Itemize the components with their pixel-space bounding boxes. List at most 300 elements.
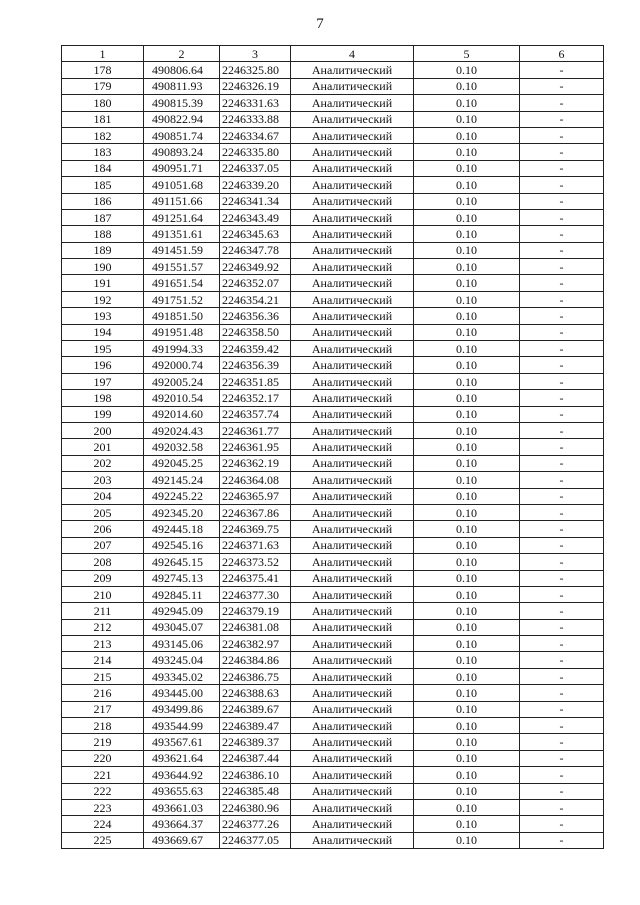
cell-accuracy: 0.10 (414, 341, 520, 357)
cell-note: - (520, 652, 604, 668)
cell-y-coordinate: 2246343.49 (220, 209, 291, 225)
cell-x-coordinate: 493669.67 (144, 832, 220, 848)
cell-x-coordinate: 492445.18 (144, 521, 220, 537)
cell-point-number: 217 (62, 701, 144, 717)
table-row (62, 62, 604, 78)
cell-y-coordinate: 2246351.85 (220, 373, 291, 389)
cell-method: Аналитический (291, 439, 414, 455)
table-row (62, 177, 604, 193)
cell-accuracy: 0.10 (414, 177, 520, 193)
cell-y-coordinate: 2246388.63 (220, 685, 291, 701)
cell-accuracy: 0.10 (414, 799, 520, 815)
cell-note: - (520, 111, 604, 127)
cell-note: - (520, 95, 604, 111)
cell-method: Аналитический (291, 78, 414, 94)
cell-y-coordinate: 2246377.30 (220, 586, 291, 602)
cell-accuracy: 0.10 (414, 832, 520, 848)
table-row (62, 603, 604, 619)
header-col-5: 5 (414, 46, 520, 62)
cell-accuracy: 0.10 (414, 308, 520, 324)
cell-y-coordinate: 2246345.63 (220, 226, 291, 242)
table-row (62, 734, 604, 750)
cell-method: Аналитический (291, 390, 414, 406)
cell-method: Аналитический (291, 685, 414, 701)
cell-x-coordinate: 491451.59 (144, 242, 220, 258)
cell-method: Аналитический (291, 586, 414, 602)
cell-method: Аналитический (291, 668, 414, 684)
cell-point-number: 181 (62, 111, 144, 127)
cell-note: - (520, 209, 604, 225)
cell-note: - (520, 636, 604, 652)
cell-method: Аналитический (291, 603, 414, 619)
cell-note: - (520, 357, 604, 373)
cell-point-number: 188 (62, 226, 144, 242)
cell-x-coordinate: 491551.57 (144, 259, 220, 275)
cell-point-number: 187 (62, 209, 144, 225)
table-row (62, 373, 604, 389)
cell-method: Аналитический (291, 521, 414, 537)
cell-accuracy: 0.10 (414, 422, 520, 438)
cell-accuracy: 0.10 (414, 390, 520, 406)
cell-accuracy: 0.10 (414, 193, 520, 209)
cell-y-coordinate: 2246357.74 (220, 406, 291, 422)
cell-method: Аналитический (291, 275, 414, 291)
cell-accuracy: 0.10 (414, 750, 520, 766)
cell-note: - (520, 718, 604, 734)
cell-note: - (520, 193, 604, 209)
cell-method: Аналитический (291, 291, 414, 307)
cell-x-coordinate: 490806.64 (144, 62, 220, 78)
cell-note: - (520, 554, 604, 570)
cell-y-coordinate: 2246361.77 (220, 422, 291, 438)
cell-accuracy: 0.10 (414, 652, 520, 668)
cell-x-coordinate: 493621.64 (144, 750, 220, 766)
cell-point-number: 201 (62, 439, 144, 455)
cell-accuracy: 0.10 (414, 718, 520, 734)
cell-point-number: 184 (62, 160, 144, 176)
cell-method: Аналитический (291, 144, 414, 160)
cell-x-coordinate: 491951.48 (144, 324, 220, 340)
cell-x-coordinate: 493655.63 (144, 783, 220, 799)
table-row (62, 521, 604, 537)
cell-y-coordinate: 2246334.67 (220, 127, 291, 143)
cell-accuracy: 0.10 (414, 406, 520, 422)
cell-note: - (520, 767, 604, 783)
cell-x-coordinate: 490951.71 (144, 160, 220, 176)
cell-x-coordinate: 491251.64 (144, 209, 220, 225)
header-col-3: 3 (220, 46, 291, 62)
table-row (62, 291, 604, 307)
header-col-1: 1 (62, 46, 144, 62)
cell-method: Аналитический (291, 373, 414, 389)
cell-x-coordinate: 493445.00 (144, 685, 220, 701)
cell-point-number: 203 (62, 472, 144, 488)
cell-x-coordinate: 490851.74 (144, 127, 220, 143)
cell-y-coordinate: 2246377.26 (220, 816, 291, 832)
cell-accuracy: 0.10 (414, 685, 520, 701)
table-row (62, 406, 604, 422)
cell-y-coordinate: 2246379.19 (220, 603, 291, 619)
table-row (62, 193, 604, 209)
cell-point-number: 194 (62, 324, 144, 340)
cell-method: Аналитический (291, 537, 414, 553)
cell-accuracy: 0.10 (414, 111, 520, 127)
cell-note: - (520, 537, 604, 553)
cell-note: - (520, 701, 604, 717)
table-row (62, 209, 604, 225)
cell-y-coordinate: 2246333.88 (220, 111, 291, 127)
cell-x-coordinate: 490893.24 (144, 144, 220, 160)
table-row (62, 439, 604, 455)
cell-method: Аналитический (291, 701, 414, 717)
cell-method: Аналитический (291, 62, 414, 78)
cell-y-coordinate: 2246361.95 (220, 439, 291, 455)
table-row (62, 472, 604, 488)
cell-y-coordinate: 2246359.42 (220, 341, 291, 357)
table-row (62, 390, 604, 406)
cell-point-number: 222 (62, 783, 144, 799)
cell-point-number: 221 (62, 767, 144, 783)
cell-method: Аналитический (291, 636, 414, 652)
cell-y-coordinate: 2246347.78 (220, 242, 291, 258)
table-row (62, 586, 604, 602)
cell-accuracy: 0.10 (414, 455, 520, 471)
cell-x-coordinate: 493345.02 (144, 668, 220, 684)
cell-accuracy: 0.10 (414, 127, 520, 143)
cell-note: - (520, 373, 604, 389)
cell-y-coordinate: 2246356.39 (220, 357, 291, 373)
cell-method: Аналитический (291, 308, 414, 324)
cell-point-number: 210 (62, 586, 144, 602)
cell-x-coordinate: 492845.11 (144, 586, 220, 602)
cell-y-coordinate: 2246377.05 (220, 832, 291, 848)
cell-method: Аналитический (291, 422, 414, 438)
cell-note: - (520, 619, 604, 635)
cell-accuracy: 0.10 (414, 62, 520, 78)
table-row (62, 537, 604, 553)
cell-x-coordinate: 493045.07 (144, 619, 220, 635)
cell-method: Аналитический (291, 652, 414, 668)
cell-note: - (520, 816, 604, 832)
cell-method: Аналитический (291, 357, 414, 373)
cell-y-coordinate: 2246382.97 (220, 636, 291, 652)
cell-method: Аналитический (291, 799, 414, 815)
cell-note: - (520, 685, 604, 701)
cell-accuracy: 0.10 (414, 242, 520, 258)
table-row (62, 455, 604, 471)
cell-y-coordinate: 2246362.19 (220, 455, 291, 471)
cell-x-coordinate: 492010.54 (144, 390, 220, 406)
table-row (62, 488, 604, 504)
cell-y-coordinate: 2246358.50 (220, 324, 291, 340)
cell-method: Аналитический (291, 95, 414, 111)
cell-accuracy: 0.10 (414, 439, 520, 455)
cell-y-coordinate: 2246352.07 (220, 275, 291, 291)
table-row (62, 78, 604, 94)
cell-y-coordinate: 2246325.80 (220, 62, 291, 78)
table-row (62, 652, 604, 668)
cell-point-number: 204 (62, 488, 144, 504)
cell-x-coordinate: 491051.68 (144, 177, 220, 193)
cell-point-number: 220 (62, 750, 144, 766)
cell-accuracy: 0.10 (414, 226, 520, 242)
cell-note: - (520, 668, 604, 684)
table-row (62, 95, 604, 111)
cell-note: - (520, 603, 604, 619)
cell-method: Аналитический (291, 455, 414, 471)
cell-method: Аналитический (291, 767, 414, 783)
cell-note: - (520, 308, 604, 324)
cell-y-coordinate: 2246386.10 (220, 767, 291, 783)
cell-x-coordinate: 492645.15 (144, 554, 220, 570)
coordinates-table (61, 45, 604, 849)
cell-y-coordinate: 2246381.08 (220, 619, 291, 635)
cell-x-coordinate: 493664.37 (144, 816, 220, 832)
cell-y-coordinate: 2246364.08 (220, 472, 291, 488)
cell-y-coordinate: 2246326.19 (220, 78, 291, 94)
cell-method: Аналитический (291, 832, 414, 848)
cell-accuracy: 0.10 (414, 291, 520, 307)
cell-y-coordinate: 2246331.63 (220, 95, 291, 111)
cell-y-coordinate: 2246385.48 (220, 783, 291, 799)
cell-y-coordinate: 2246352.17 (220, 390, 291, 406)
cell-method: Аналитический (291, 783, 414, 799)
cell-accuracy: 0.10 (414, 488, 520, 504)
table-row (62, 783, 604, 799)
cell-accuracy: 0.10 (414, 537, 520, 553)
cell-x-coordinate: 490815.39 (144, 95, 220, 111)
cell-point-number: 216 (62, 685, 144, 701)
table-row (62, 504, 604, 520)
cell-accuracy: 0.10 (414, 586, 520, 602)
cell-y-coordinate: 2246387.44 (220, 750, 291, 766)
cell-accuracy: 0.10 (414, 275, 520, 291)
cell-x-coordinate: 491994.33 (144, 341, 220, 357)
table-row (62, 422, 604, 438)
cell-note: - (520, 160, 604, 176)
cell-x-coordinate: 491351.61 (144, 226, 220, 242)
cell-accuracy: 0.10 (414, 767, 520, 783)
cell-point-number: 205 (62, 504, 144, 520)
cell-note: - (520, 488, 604, 504)
table-row (62, 127, 604, 143)
cell-note: - (520, 275, 604, 291)
cell-accuracy: 0.10 (414, 259, 520, 275)
cell-point-number: 215 (62, 668, 144, 684)
cell-method: Аналитический (291, 619, 414, 635)
cell-point-number: 209 (62, 570, 144, 586)
table-row (62, 668, 604, 684)
cell-accuracy: 0.10 (414, 95, 520, 111)
cell-point-number: 196 (62, 357, 144, 373)
cell-x-coordinate: 493245.04 (144, 652, 220, 668)
cell-method: Аналитический (291, 111, 414, 127)
cell-point-number: 182 (62, 127, 144, 143)
cell-point-number: 206 (62, 521, 144, 537)
cell-method: Аналитический (291, 816, 414, 832)
header-col-6: 6 (520, 46, 604, 62)
table-row (62, 144, 604, 160)
cell-note: - (520, 259, 604, 275)
cell-method: Аналитический (291, 554, 414, 570)
cell-note: - (520, 750, 604, 766)
cell-accuracy: 0.10 (414, 570, 520, 586)
cell-point-number: 198 (62, 390, 144, 406)
cell-point-number: 189 (62, 242, 144, 258)
table-row (62, 226, 604, 242)
cell-y-coordinate: 2246367.86 (220, 504, 291, 520)
cell-note: - (520, 439, 604, 455)
cell-method: Аналитический (291, 341, 414, 357)
cell-accuracy: 0.10 (414, 816, 520, 832)
cell-note: - (520, 390, 604, 406)
cell-note: - (520, 226, 604, 242)
cell-y-coordinate: 2246389.67 (220, 701, 291, 717)
cell-accuracy: 0.10 (414, 554, 520, 570)
table-row (62, 308, 604, 324)
cell-point-number: 197 (62, 373, 144, 389)
cell-x-coordinate: 492005.24 (144, 373, 220, 389)
header-row (62, 46, 604, 62)
table-row (62, 554, 604, 570)
cell-accuracy: 0.10 (414, 472, 520, 488)
cell-point-number: 179 (62, 78, 144, 94)
cell-y-coordinate: 2246365.97 (220, 488, 291, 504)
cell-accuracy: 0.10 (414, 160, 520, 176)
cell-note: - (520, 78, 604, 94)
table-row (62, 701, 604, 717)
cell-x-coordinate: 492032.58 (144, 439, 220, 455)
cell-x-coordinate: 492014.60 (144, 406, 220, 422)
cell-method: Аналитический (291, 177, 414, 193)
cell-method: Аналитический (291, 406, 414, 422)
cell-note: - (520, 783, 604, 799)
table-row (62, 832, 604, 848)
cell-note: - (520, 504, 604, 520)
table-header (62, 46, 604, 62)
cell-y-coordinate: 2246375.41 (220, 570, 291, 586)
cell-point-number: 214 (62, 652, 144, 668)
cell-x-coordinate: 492345.20 (144, 504, 220, 520)
cell-y-coordinate: 2246389.47 (220, 718, 291, 734)
cell-accuracy: 0.10 (414, 603, 520, 619)
cell-point-number: 208 (62, 554, 144, 570)
cell-x-coordinate: 492145.24 (144, 472, 220, 488)
cell-point-number: 224 (62, 816, 144, 832)
table-row (62, 259, 604, 275)
cell-note: - (520, 406, 604, 422)
cell-y-coordinate: 2246373.52 (220, 554, 291, 570)
cell-method: Аналитический (291, 160, 414, 176)
cell-note: - (520, 472, 604, 488)
cell-note: - (520, 455, 604, 471)
cell-point-number: 190 (62, 259, 144, 275)
cell-note: - (520, 521, 604, 537)
cell-note: - (520, 324, 604, 340)
table-row (62, 767, 604, 783)
header-col-4: 4 (291, 46, 414, 62)
cell-point-number: 223 (62, 799, 144, 815)
cell-accuracy: 0.10 (414, 521, 520, 537)
table-row (62, 619, 604, 635)
cell-x-coordinate: 493567.61 (144, 734, 220, 750)
cell-method: Аналитический (291, 734, 414, 750)
cell-x-coordinate: 491151.66 (144, 193, 220, 209)
cell-x-coordinate: 493544.99 (144, 718, 220, 734)
cell-x-coordinate: 492545.16 (144, 537, 220, 553)
cell-point-number: 225 (62, 832, 144, 848)
cell-method: Аналитический (291, 242, 414, 258)
cell-point-number: 183 (62, 144, 144, 160)
cell-point-number: 219 (62, 734, 144, 750)
table-row (62, 111, 604, 127)
cell-point-number: 186 (62, 193, 144, 209)
cell-y-coordinate: 2246369.75 (220, 521, 291, 537)
cell-point-number: 191 (62, 275, 144, 291)
cell-accuracy: 0.10 (414, 144, 520, 160)
page-number: 7 (316, 16, 324, 32)
cell-y-coordinate: 2246384.86 (220, 652, 291, 668)
cell-note: - (520, 832, 604, 848)
cell-y-coordinate: 2246337.05 (220, 160, 291, 176)
cell-x-coordinate: 493145.06 (144, 636, 220, 652)
cell-method: Аналитический (291, 324, 414, 340)
cell-method: Аналитический (291, 259, 414, 275)
cell-y-coordinate: 2246349.92 (220, 259, 291, 275)
cell-y-coordinate: 2246354.21 (220, 291, 291, 307)
table-row (62, 750, 604, 766)
cell-note: - (520, 144, 604, 160)
cell-method: Аналитический (291, 488, 414, 504)
cell-x-coordinate: 493644.92 (144, 767, 220, 783)
table-row (62, 160, 604, 176)
cell-accuracy: 0.10 (414, 734, 520, 750)
cell-x-coordinate: 491851.50 (144, 308, 220, 324)
table-row (62, 570, 604, 586)
cell-y-coordinate: 2246380.96 (220, 799, 291, 815)
cell-point-number: 178 (62, 62, 144, 78)
cell-accuracy: 0.10 (414, 504, 520, 520)
cell-y-coordinate: 2246339.20 (220, 177, 291, 193)
cell-y-coordinate: 2246341.34 (220, 193, 291, 209)
cell-point-number: 193 (62, 308, 144, 324)
cell-accuracy: 0.10 (414, 783, 520, 799)
cell-note: - (520, 570, 604, 586)
table-body (62, 62, 604, 849)
cell-x-coordinate: 492045.25 (144, 455, 220, 471)
cell-point-number: 200 (62, 422, 144, 438)
cell-x-coordinate: 493499.86 (144, 701, 220, 717)
table-row (62, 357, 604, 373)
cell-note: - (520, 586, 604, 602)
cell-method: Аналитический (291, 504, 414, 520)
cell-y-coordinate: 2246386.75 (220, 668, 291, 684)
cell-accuracy: 0.10 (414, 373, 520, 389)
cell-x-coordinate: 491751.52 (144, 291, 220, 307)
cell-point-number: 207 (62, 537, 144, 553)
cell-y-coordinate: 2246335.80 (220, 144, 291, 160)
cell-note: - (520, 127, 604, 143)
cell-x-coordinate: 492745.13 (144, 570, 220, 586)
cell-y-coordinate: 2246371.63 (220, 537, 291, 553)
table-row (62, 685, 604, 701)
cell-note: - (520, 177, 604, 193)
table-row (62, 324, 604, 340)
cell-x-coordinate: 491651.54 (144, 275, 220, 291)
cell-note: - (520, 341, 604, 357)
cell-accuracy: 0.10 (414, 701, 520, 717)
table-row (62, 341, 604, 357)
